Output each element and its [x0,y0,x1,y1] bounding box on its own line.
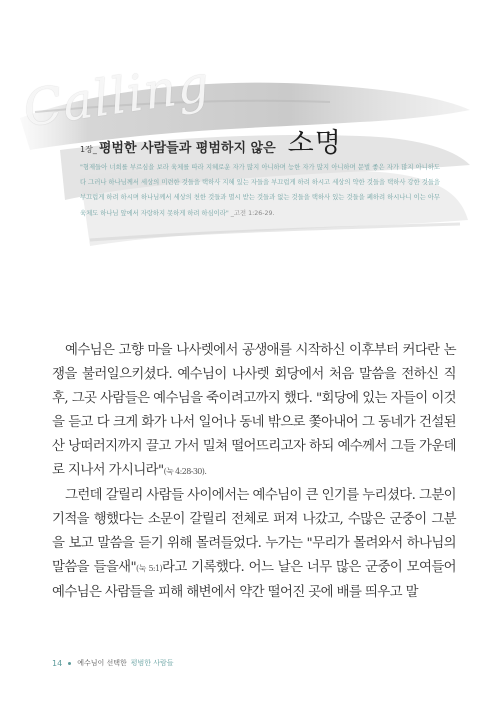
page-footer [52,658,174,668]
paragraph-2 [52,484,456,605]
chapter-heading [80,121,342,160]
body-text [52,339,456,605]
book-title: 예수님이 선택한 [77,659,127,667]
chapter-header [0,0,500,262]
epigraph-verse [80,160,440,221]
chapter-title-large: 소명 [287,128,342,159]
verse-reference: _고전 1:26-29. [230,209,275,217]
paragraph-1-text: 예수님은 고향 마을 나사렛에서 공생애를 시작하신 이후부터 커다란 논쟁을 불러일으키셨다. 예수님이 나사렛 회당에서 처음 말씀을 전하신 직후, 그곳 사람들은 예수님을 죽이려고까지 했다. "회당에 있는 자들이 이것을 듣고 다 크게 화가 나서 일어나 동네 밖으로 쫓아내어 그 동네가 건설된 산 낭떠러지까지 끌고 가서 밀쳐 떨어뜨리고자 하되 예수께서 그들 가운데로 지나서 가시니라" [52,343,456,478]
chapter-number: 1장_ [80,145,97,154]
paragraph-1 [52,339,456,484]
paragraph-2-reference: (눅 5:1) [136,564,163,573]
page-number: 14 [52,658,63,668]
paragraph-2-text-b: 라고 기록했다. 어느 날은 너무 많은 군중이 모여들어 예수님은 사람들을 피해 해변에서 약간 떨어진 곳에 배를 띄우고 말 [52,560,456,600]
chapter-title: 평범한 사람들과 평범하지 않은 [98,141,276,156]
footer-bullet-icon [68,662,71,665]
calling-watermark: Calling [19,54,214,138]
book-subtitle: 평범한 사람들 [130,659,174,667]
paragraph-1-reference: (눅 4:28-30). [163,467,207,476]
verse-text: "형제들아 너희를 부르심을 보라 육체를 따라 지혜로운 자가 많지 아니하며 능한 자가 많지 아니하며 문벌 좋은 자가 많지 아니하도다 그러나 하나님께서 세상의 미련한 것들을 택하사 지혜 있는 자들을 부끄럽게 하려 하시고 세상의 약한 것들을 택하사 강한 것들을 부끄럽게 하려 하시며 하나님께서 세상의 천한 것들과 멸시 받는 것들과 없는 것들을 택하사 있는 것들을 폐하려 하시나니 이는 아무 육체도 하나님 앞에서 자랑하지 못하게 하려 하심이라" [80,164,440,217]
paragraph-2-text-a: 그런데 갈릴리 사람들 사이에서는 예수님이 큰 인기를 누리셨다. 그분이 기적을 행했다는 소문이 갈릴리 전체로 퍼져 나갔고, 수많은 군중이 그분을 보고 말씀을 듣기 위해 몰려들었다. 누가는 "무리가 몰려와서 하나님의 말씀을 들을새" [52,488,456,575]
